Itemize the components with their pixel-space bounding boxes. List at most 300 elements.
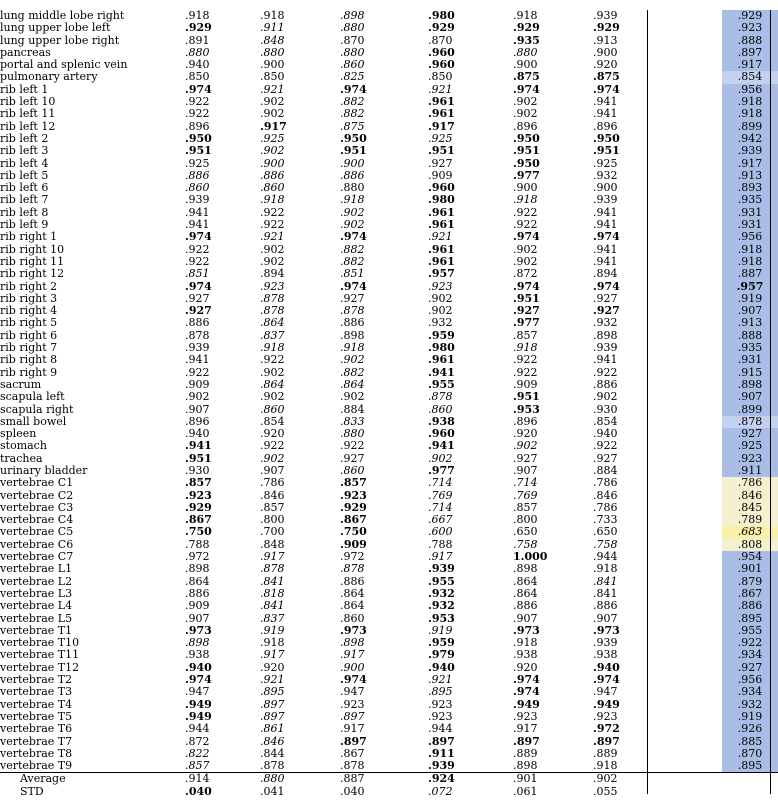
spacer-cell [647, 158, 722, 170]
table-row [0, 293, 778, 305]
cell-model-1: .907 [185, 403, 210, 416]
summary-label: STD [20, 785, 44, 798]
cell-model-1: .898 [185, 563, 210, 576]
summary-empty-cell [647, 773, 722, 786]
table-row [0, 563, 778, 575]
table-row [0, 145, 778, 157]
cell-model-6: .886 [593, 600, 618, 613]
cell-model-2: .864 [260, 378, 285, 391]
row-label: lung upper lobe left [0, 22, 111, 35]
cell-model-1: .822 [185, 747, 210, 760]
row-label: vertebrae C2 [0, 489, 74, 502]
table-row [0, 477, 778, 489]
cell-model-5: .973 [513, 624, 540, 637]
cell-model-2: .917 [260, 120, 287, 133]
cell-model-3: .833 [340, 415, 365, 428]
row-label: rib right 3 [0, 292, 58, 305]
cell-model-5: .938 [513, 649, 538, 662]
cell-mean: .786 [722, 477, 778, 489]
cell-model-1: .788 [185, 538, 210, 551]
summary-cell-model-1: .040 [185, 785, 212, 798]
cell-model-5: .714 [513, 477, 538, 490]
cell-model-6: .913 [593, 34, 618, 47]
cell-model-2: .902 [260, 452, 285, 465]
cell-model-2: .920 [260, 428, 285, 441]
cell-model-3: .974 [340, 280, 367, 293]
cell-mean: .927 [722, 662, 778, 674]
table-row [0, 121, 778, 133]
cell-model-2: .848 [260, 34, 285, 47]
cell-model-4: .860 [428, 403, 453, 416]
cell-model-1: .922 [185, 96, 210, 109]
table-row [0, 268, 778, 280]
cell-model-6: .930 [593, 403, 618, 416]
cell-model-3: .860 [340, 464, 365, 477]
table-row [0, 342, 778, 354]
cell-model-4: .960 [428, 59, 455, 72]
row-label: pulmonary artery [0, 71, 98, 84]
cell-model-6: .939 [593, 342, 618, 355]
cell-model-6: .897 [593, 735, 620, 748]
cell-model-4: .932 [428, 587, 455, 600]
table-row [0, 736, 778, 748]
cell-model-4: .977 [428, 464, 455, 477]
cell-model-1: .918 [185, 10, 210, 22]
row-label: vertebrae L3 [0, 587, 73, 600]
cell-model-4: .897 [428, 735, 455, 748]
cell-model-2: .919 [260, 624, 285, 637]
cell-model-5: .951 [513, 145, 540, 158]
cell-model-5: .920 [513, 661, 538, 674]
cell-model-3: .880 [340, 46, 365, 59]
cell-model-3: .878 [340, 760, 365, 773]
spacer-cell [647, 182, 722, 194]
spacer-cell [647, 59, 722, 71]
cell-model-5: .927 [513, 452, 538, 465]
cell-model-2: .921 [260, 83, 285, 96]
spacer-cell [647, 613, 722, 625]
cell-model-5: .880 [513, 46, 538, 59]
cell-model-1: .898 [185, 637, 210, 650]
cell-model-5: .864 [513, 575, 538, 588]
row-label: rib left 6 [0, 182, 49, 195]
table-row [0, 231, 778, 243]
row-label: vertebrae T4 [0, 698, 73, 711]
cell-model-4: .911 [428, 747, 455, 760]
cell-model-6: .786 [593, 477, 618, 490]
cell-model-3: .878 [340, 563, 365, 576]
cell-model-4: .955 [428, 378, 455, 391]
cell-mean: .918 [722, 244, 778, 256]
cell-model-1: .941 [185, 440, 212, 453]
cell-model-4: .980 [428, 10, 455, 22]
cell-model-3: .909 [340, 538, 367, 551]
cell-model-3: .882 [340, 255, 365, 268]
cell-model-4: .960 [428, 428, 455, 441]
cell-model-5: .902 [513, 440, 538, 453]
cell-model-4: .939 [428, 760, 455, 773]
cell-mean: .935 [722, 194, 778, 206]
cell-model-2: .860 [260, 403, 285, 416]
cell-model-5: .650 [513, 526, 538, 539]
cell-model-5: .923 [513, 710, 538, 723]
cell-model-5: .902 [513, 243, 538, 256]
cell-model-4: .902 [428, 305, 453, 318]
cell-model-6: .974 [593, 83, 620, 96]
summary-row [0, 786, 778, 798]
cell-mean: .898 [722, 379, 778, 391]
cell-model-6: .941 [593, 243, 618, 256]
cell-model-5: .907 [513, 464, 538, 477]
spacer-cell [647, 96, 722, 108]
row-label: lung middle lobe right [0, 10, 125, 22]
cell-model-4: .961 [428, 219, 455, 232]
row-label: pancreas [0, 46, 51, 59]
cell-model-6: .918 [593, 563, 618, 576]
cell-model-5: .918 [513, 637, 538, 650]
table-row [0, 379, 778, 391]
cell-model-6: .974 [593, 674, 620, 687]
cell-model-5: .974 [513, 280, 540, 293]
table-row [0, 22, 778, 34]
row-label: rib left 12 [0, 120, 56, 133]
cell-model-5: .922 [513, 219, 538, 232]
cell-model-6: .941 [593, 255, 618, 268]
cell-model-1: .939 [185, 342, 210, 355]
cell-model-6: .929 [593, 22, 620, 35]
cell-model-5: .922 [513, 366, 538, 379]
cell-model-1: .972 [185, 551, 210, 564]
row-label: vertebrae C4 [0, 514, 74, 527]
row-label: vertebrae T10 [0, 637, 80, 650]
cell-model-2: .800 [260, 514, 285, 527]
cell-model-6: .902 [593, 391, 618, 404]
cell-mean: .879 [722, 576, 778, 588]
spacer-cell [647, 588, 722, 600]
cell-model-6: .941 [593, 108, 618, 121]
table-row [0, 440, 778, 452]
row-label: rib left 3 [0, 145, 49, 158]
cell-model-1: .930 [185, 464, 210, 477]
cell-model-4: .938 [428, 415, 455, 428]
cell-mean: .845 [722, 502, 778, 514]
cell-model-1: .974 [185, 83, 212, 96]
cell-model-3: .880 [340, 428, 365, 441]
cell-model-6: .884 [593, 464, 618, 477]
cell-model-5: .977 [513, 317, 540, 330]
cell-model-2: .902 [260, 96, 285, 109]
spacer-cell [647, 576, 722, 588]
cell-model-1: .974 [185, 674, 212, 687]
spacer-cell [647, 367, 722, 379]
cell-model-2: .918 [260, 342, 285, 355]
summary-cell-model-3: .040 [340, 785, 365, 798]
cell-model-1: .851 [185, 268, 210, 281]
cell-model-3: .900 [340, 661, 365, 674]
cell-model-3: .825 [340, 71, 365, 84]
cell-model-6: .841 [593, 587, 618, 600]
cell-model-1: .880 [185, 46, 210, 59]
cell-model-4: .923 [428, 698, 453, 711]
row-label: rib right 4 [0, 305, 58, 318]
row-label: vertebrae T2 [0, 674, 73, 687]
table-row [0, 194, 778, 206]
cell-model-1: .896 [185, 120, 210, 133]
spacer-cell [647, 170, 722, 182]
spacer-cell [647, 453, 722, 465]
cell-mean: .887 [722, 268, 778, 280]
table-row [0, 281, 778, 293]
cell-model-1: .951 [185, 145, 212, 158]
cell-model-3: .882 [340, 96, 365, 109]
cell-model-4: .850 [428, 71, 453, 84]
cell-model-4: .960 [428, 46, 455, 59]
cell-model-3: .882 [340, 108, 365, 121]
cell-model-3: .950 [340, 132, 367, 145]
cell-model-2: .922 [260, 206, 285, 219]
table-row [0, 305, 778, 317]
table-row [0, 354, 778, 366]
table-row [0, 649, 778, 661]
table-row [0, 170, 778, 182]
row-label: scapula left [0, 391, 65, 404]
row-label: lung upper lobe right [0, 34, 120, 47]
cell-model-2: .900 [260, 157, 285, 170]
table-body [0, 10, 778, 798]
cell-model-4: .714 [428, 501, 453, 514]
cell-mean: .895 [722, 760, 778, 773]
table-row [0, 453, 778, 465]
results-table [0, 10, 778, 798]
cell-model-4: .959 [428, 329, 455, 342]
cell-mean: .939 [722, 145, 778, 157]
cell-model-2: .861 [260, 723, 285, 736]
summary-cell-model-6: .055 [593, 785, 618, 798]
cell-model-1: .949 [185, 698, 212, 711]
cell-model-5: .900 [513, 182, 538, 195]
cell-model-2: .922 [260, 440, 285, 453]
cell-model-3: .886 [340, 317, 365, 330]
table-row [0, 465, 778, 477]
cell-model-1: .886 [185, 169, 210, 182]
row-label: vertebrae T3 [0, 686, 73, 699]
cell-model-4: .959 [428, 637, 455, 650]
cell-model-3: .867 [340, 514, 367, 527]
cell-mean: .915 [722, 367, 778, 379]
cell-mean: .923 [722, 453, 778, 465]
cell-model-2: .837 [260, 329, 285, 342]
cell-model-3: .972 [340, 551, 365, 564]
cell-model-2: .878 [260, 292, 285, 305]
table-row [0, 490, 778, 502]
summary-cell-model-2: .880 [260, 773, 340, 786]
cell-mean: .923 [722, 22, 778, 34]
cell-model-2: .918 [260, 637, 285, 650]
table-row [0, 108, 778, 120]
table-row [0, 71, 778, 83]
cell-mean: .913 [722, 170, 778, 182]
cell-model-2: .902 [260, 145, 285, 158]
cell-model-6: .927 [593, 292, 618, 305]
cell-model-5: .918 [513, 342, 538, 355]
cell-model-6: .854 [593, 415, 618, 428]
summary-cell-model-5: .061 [513, 785, 538, 798]
cell-model-1: .909 [185, 378, 210, 391]
cell-model-5: .929 [513, 22, 540, 35]
table-row [0, 699, 778, 711]
cell-model-5: .951 [513, 391, 540, 404]
cell-model-6: .939 [593, 10, 618, 22]
cell-model-3: .880 [340, 182, 365, 195]
row-label: rib left 4 [0, 157, 49, 170]
cell-model-4: .960 [428, 182, 455, 195]
spacer-cell [647, 674, 722, 686]
cell-model-3: .867 [340, 747, 365, 760]
cell-mean: .957 [722, 281, 778, 293]
row-label: rib left 9 [0, 219, 49, 232]
cell-model-6: .941 [593, 219, 618, 232]
cell-model-4: .917 [428, 551, 453, 564]
spacer-cell [647, 748, 722, 760]
cell-model-3: .902 [340, 206, 365, 219]
cell-model-5: .896 [513, 120, 538, 133]
cell-model-6: .922 [593, 366, 618, 379]
cell-model-5: .974 [513, 686, 540, 699]
cell-model-5: .897 [513, 735, 540, 748]
cell-model-1: .896 [185, 415, 210, 428]
cell-model-5: .857 [513, 501, 538, 514]
cell-mean: .897 [722, 47, 778, 59]
cell-model-6: .898 [593, 329, 618, 342]
cell-model-2: .857 [260, 501, 285, 514]
cell-model-3: .860 [340, 612, 365, 625]
cell-model-2: .886 [260, 169, 285, 182]
cell-model-3: .922 [340, 440, 365, 453]
cell-model-6: .939 [593, 194, 618, 207]
table-row [0, 182, 778, 194]
cell-model-5: 1.000 [513, 551, 548, 564]
cell-model-3: .886 [340, 169, 365, 182]
cell-model-3: .750 [340, 526, 367, 539]
cell-model-6: .941 [593, 96, 618, 109]
cell-model-6: .925 [593, 157, 618, 170]
cell-model-3: .898 [340, 329, 365, 342]
cell-model-1: .940 [185, 59, 210, 72]
cell-model-6: .972 [593, 723, 620, 736]
cell-mean: .931 [722, 219, 778, 231]
cell-model-6: .951 [593, 145, 620, 158]
summary-empty-cell [647, 786, 722, 798]
spacer-cell [647, 514, 722, 526]
spacer-cell [647, 47, 722, 59]
table-row [0, 674, 778, 686]
table-row [0, 428, 778, 440]
table-row [0, 391, 778, 403]
cell-model-4: .961 [428, 206, 455, 219]
cell-model-2: .846 [260, 735, 285, 748]
spacer-cell [647, 662, 722, 674]
cell-model-5: .920 [513, 428, 538, 441]
cell-model-3: .870 [340, 34, 365, 47]
table-row [0, 59, 778, 71]
table-row [0, 613, 778, 625]
cell-model-2: .786 [260, 477, 285, 490]
cell-model-6: .974 [593, 231, 620, 244]
cell-model-2: .818 [260, 587, 285, 600]
cell-model-3: .900 [340, 157, 365, 170]
cell-model-5: .950 [513, 157, 540, 170]
cell-model-3: .882 [340, 366, 365, 379]
cell-model-1: .927 [185, 292, 210, 305]
cell-model-4: .909 [428, 169, 453, 182]
cell-model-5: .902 [513, 108, 538, 121]
cell-model-4: .921 [428, 674, 453, 687]
cell-model-5: .886 [513, 600, 538, 613]
cell-mean: .808 [722, 539, 778, 551]
cell-model-1: .886 [185, 587, 210, 600]
cell-model-5: .769 [513, 489, 538, 502]
cell-model-5: .917 [513, 723, 538, 736]
cell-model-6: .949 [593, 698, 620, 711]
cell-model-1: .929 [185, 22, 212, 35]
cell-model-3: .902 [340, 354, 365, 367]
cell-model-4: .600 [428, 526, 453, 539]
cell-model-3: .974 [340, 231, 367, 244]
cell-model-1: .929 [185, 501, 212, 514]
table-row [0, 256, 778, 268]
cell-model-2: .864 [260, 317, 285, 330]
cell-model-1: .947 [185, 686, 210, 699]
cell-model-5: .974 [513, 83, 540, 96]
row-label: vertebrae L2 [0, 575, 73, 588]
cell-mean: .867 [722, 588, 778, 600]
spacer-cell [647, 551, 722, 563]
cell-model-5: .909 [513, 378, 538, 391]
heatmap-right-border [770, 10, 771, 794]
row-label: rib right 6 [0, 329, 58, 342]
cell-model-4: .941 [428, 366, 455, 379]
cell-mean: .927 [722, 428, 778, 440]
row-label: vertebrae C3 [0, 501, 74, 514]
cell-mean: .918 [722, 256, 778, 268]
summary-row [0, 773, 778, 786]
table-row [0, 526, 778, 538]
cell-mean: .931 [722, 207, 778, 219]
spacer-cell [647, 342, 722, 354]
cell-model-4: .940 [428, 661, 455, 674]
cell-model-2: .897 [260, 698, 285, 711]
table-row [0, 317, 778, 329]
table-row [0, 625, 778, 637]
spacer-cell [647, 391, 722, 403]
cell-model-3: .902 [340, 219, 365, 232]
cell-mean: .934 [722, 649, 778, 661]
cell-model-4: .921 [428, 231, 453, 244]
cell-model-6: .932 [593, 317, 618, 330]
cell-model-3: .851 [340, 268, 365, 281]
cell-model-5: .974 [513, 231, 540, 244]
table-row [0, 760, 778, 773]
cell-mean: .878 [722, 416, 778, 428]
cell-model-3: .927 [340, 292, 365, 305]
spacer-cell [647, 649, 722, 661]
cell-model-2: .922 [260, 354, 285, 367]
cell-mean: .913 [722, 317, 778, 329]
cell-model-4: .902 [428, 452, 453, 465]
cell-model-5: .898 [513, 760, 538, 773]
cell-model-3: .974 [340, 674, 367, 687]
cell-model-1: .974 [185, 280, 212, 293]
